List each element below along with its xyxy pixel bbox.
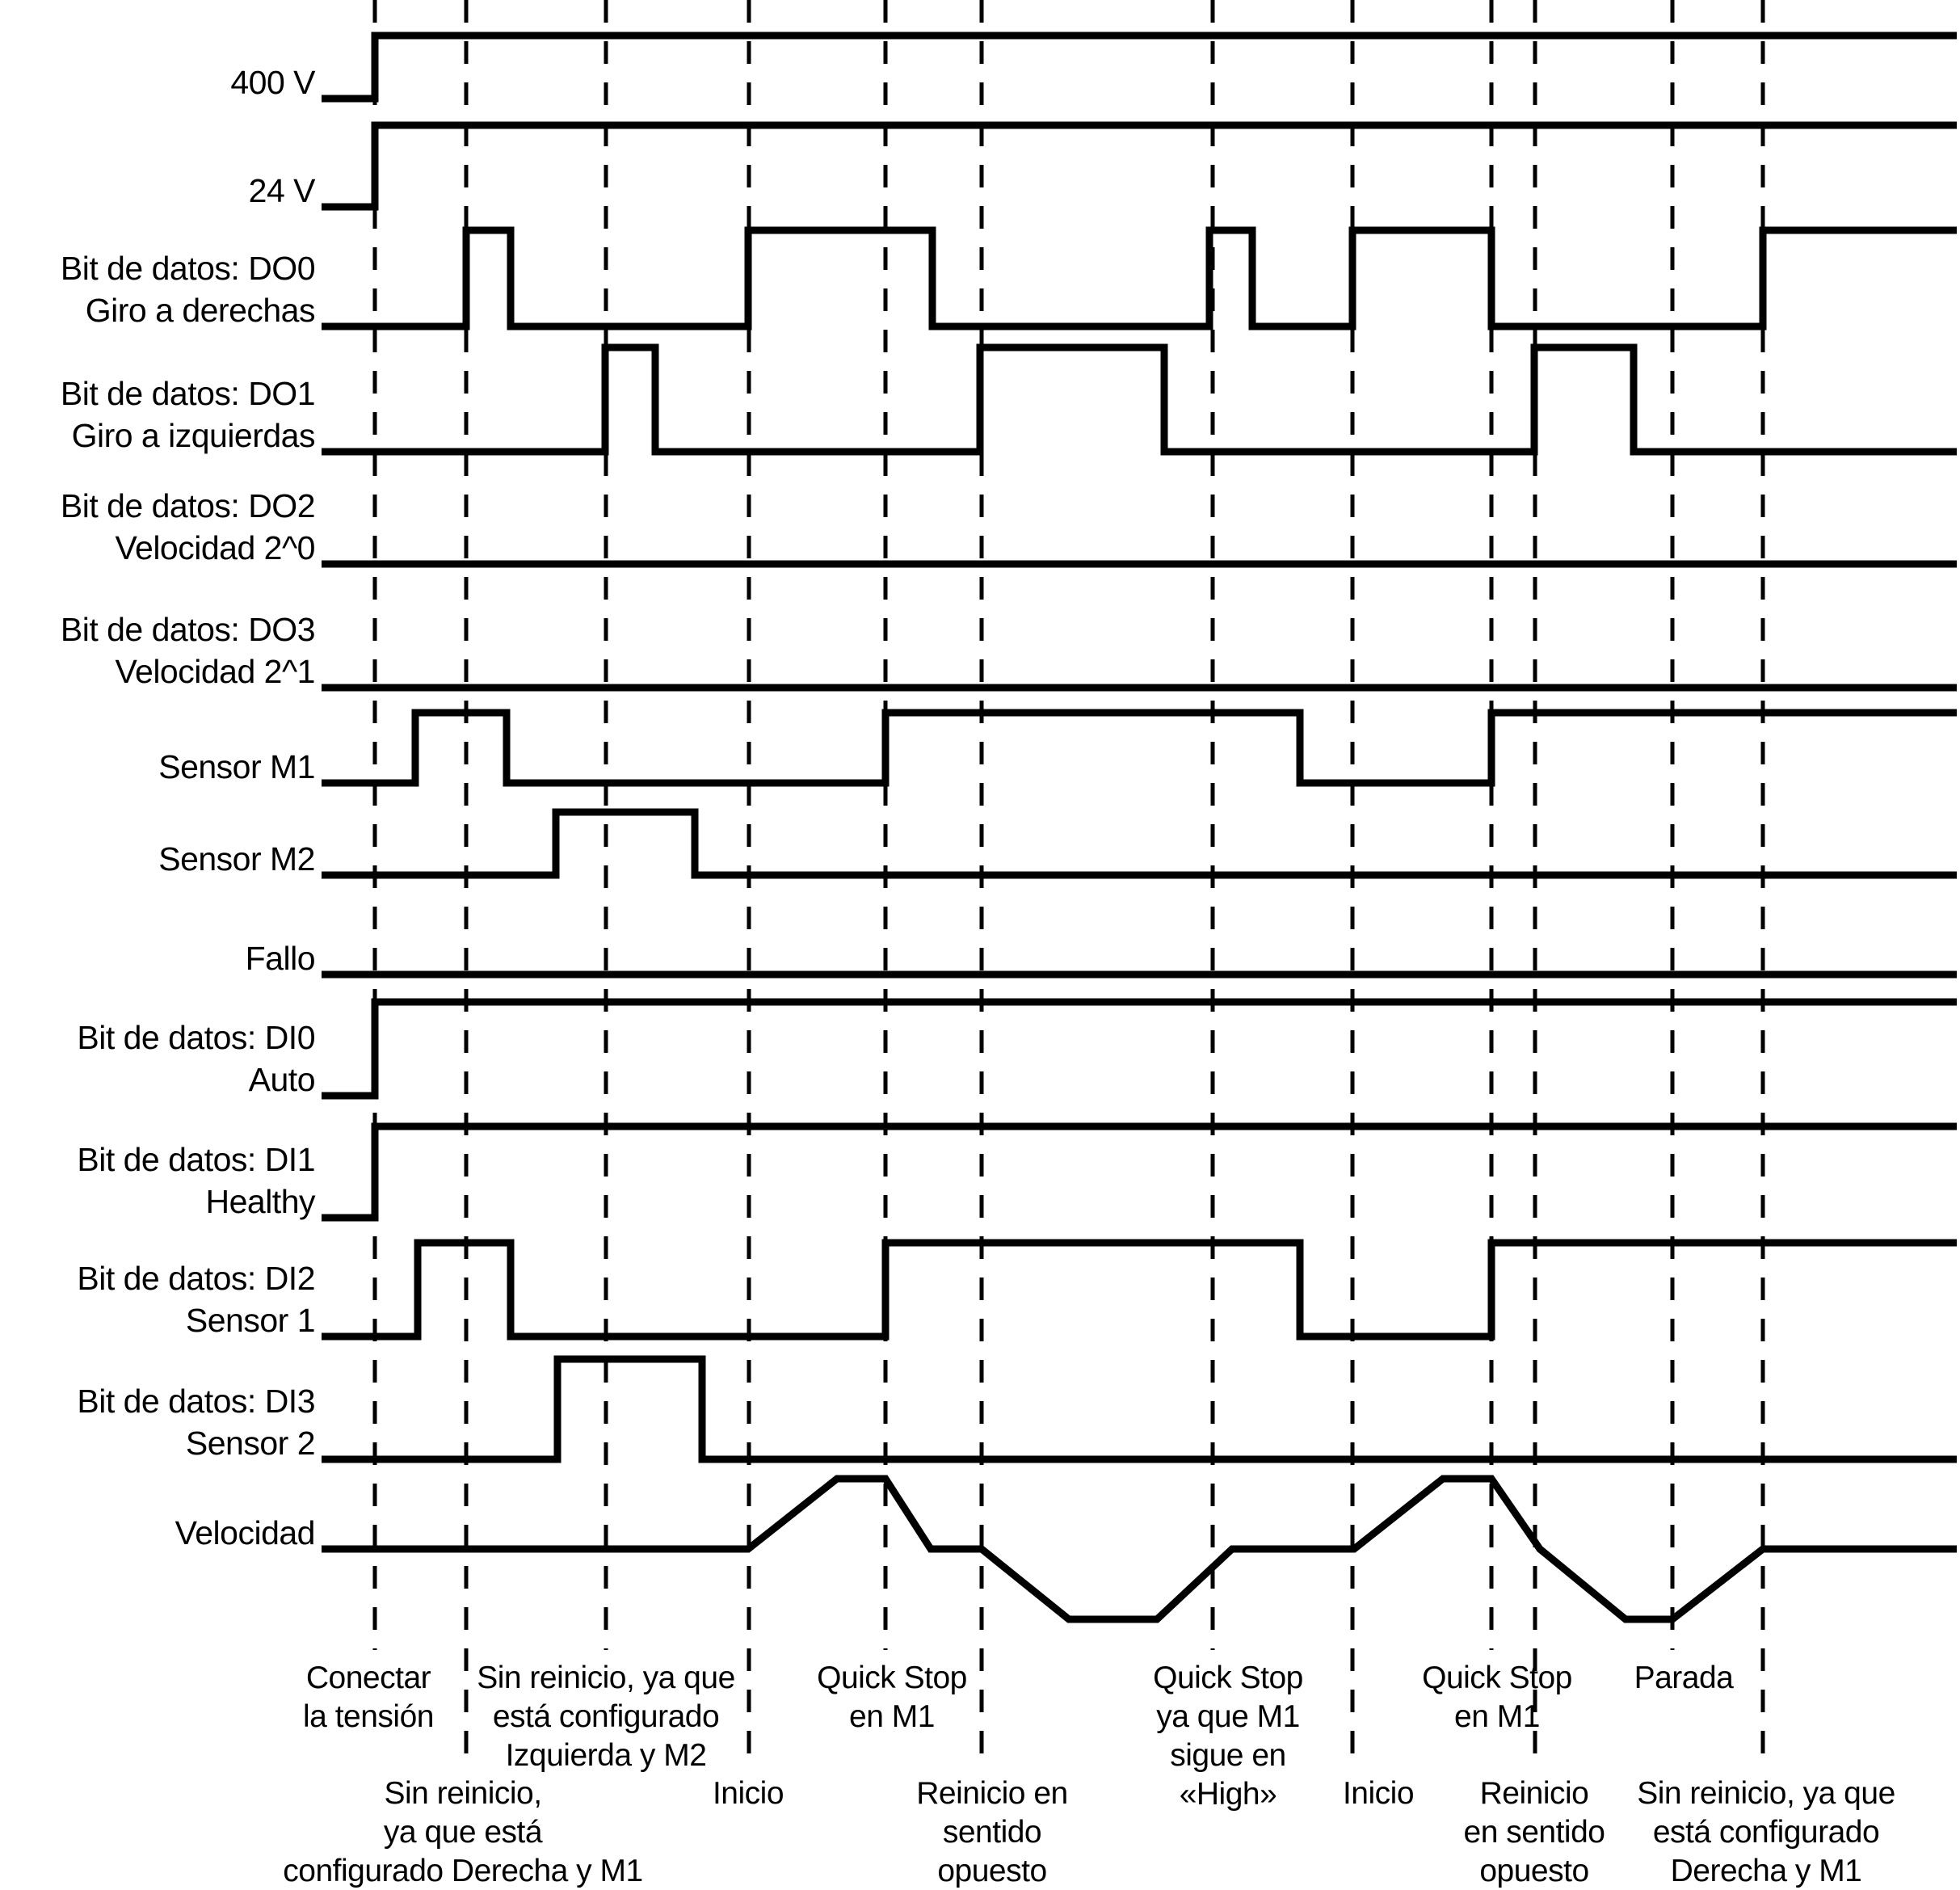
signal-label-m1 [0,746,315,788]
signal-label-do1 [0,373,315,457]
signal-label-line: 400 V [230,64,315,101]
signal-label-line: Bit de datos: DO2 [60,487,315,524]
annotation-line: la tensión [303,1699,434,1734]
signal-di3-waveform [322,1359,1957,1459]
signal-label-line: Sensor 2 [185,1425,315,1462]
signal-label-line: Velocidad [175,1514,315,1551]
signal-label-400v [0,61,315,103]
annotation-line: Sin reinicio, ya que [477,1661,735,1695]
signal-label-line: Bit de datos: DI0 [77,1019,315,1056]
annotation-line: configurado Derecha y M1 [283,1854,643,1888]
annotation-row2-note [1540,1774,1960,1890]
signal-label-line: Sensor M2 [158,840,315,878]
annotation-line: sigue en [1170,1738,1286,1773]
annotation-line: Quick Stop [1153,1661,1303,1695]
annotation-line: «High» [1179,1777,1277,1812]
annotation-line: Derecha y M1 [1670,1854,1862,1888]
annotation-line: Quick Stop [1422,1661,1572,1695]
annotation-line: Inicio [1342,1776,1415,1811]
annotation-line: opuesto [937,1854,1047,1888]
annotation-row1-note [1457,1659,1910,1698]
signal-m2-waveform [322,812,1957,875]
signal-di1-waveform [322,1126,1957,1218]
annotation-line: en M1 [849,1699,935,1734]
signal-label-fallo [0,937,315,979]
annotation-line: Quick Stop [817,1661,967,1695]
signal-do1-waveform [322,347,1957,452]
signal-label-line: Giro a izquierdas [71,417,315,454]
annotation-line: Conectar [305,1661,431,1695]
annotation-line: en M1 [1454,1699,1540,1734]
signal-label-line: Sensor M1 [158,748,315,785]
annotation-line: en sentido [1463,1815,1605,1850]
signal-label-do0 [0,247,315,331]
annotation-row2-note [766,1774,1218,1890]
signal-label-line: Bit de datos: DO1 [60,375,315,412]
signal-24v-waveform [322,125,1957,207]
event-dashed-lines-group [375,0,1763,1772]
signal-label-line: Bit de datos: DI3 [77,1383,315,1420]
signal-label-line: Healthy [205,1183,315,1220]
signal-label-do3 [0,608,315,692]
signal-label-line: Sensor 1 [185,1302,315,1339]
annotation-line: está configurado [492,1699,720,1734]
signal-label-24v [0,170,315,212]
annotation-line: Inicio [712,1776,784,1811]
signal-label-line: Bit de datos: DI1 [77,1141,315,1178]
signal-label-m2 [0,838,315,880]
signal-label-line: Bit de datos: DO0 [60,250,315,287]
signal-label-line: Bit de datos: DI2 [77,1260,315,1297]
annotation-line: Sin reinicio, [384,1776,542,1811]
annotation-line: Reinicio en [916,1776,1068,1811]
signal-400v-waveform [322,36,1957,99]
signal-label-line: 24 V [248,172,315,209]
signal-label-di0 [0,1017,315,1101]
signal-label-di2 [0,1257,315,1341]
signal-label-di3 [0,1380,315,1464]
signal-label-di1 [0,1139,315,1223]
annotation-line: está configurado [1652,1815,1880,1850]
signal-label-line: Fallo [245,940,315,977]
signal-label-line: Velocidad 2^1 [115,653,315,690]
signal-m1-waveform [322,713,1957,783]
annotation-line: opuesto [1479,1854,1589,1888]
annotation-line: Parada [1634,1661,1734,1695]
signal-velocidad-waveform [322,1479,1957,1619]
signal-label-line: Giro a derechas [85,292,315,329]
annotation-line: Izquierda y M2 [505,1738,707,1773]
signal-label-line: Velocidad 2^0 [115,529,315,566]
signal-waveforms-group [322,36,1957,1619]
annotation-line: Sin reinicio, ya que [1637,1776,1895,1811]
annotation-line: Reinicio [1479,1776,1589,1811]
signal-label-velocidad [0,1512,315,1554]
signal-do0-waveform [322,230,1957,326]
signal-di0-waveform [322,1002,1957,1096]
signal-label-line: Bit de datos: DO3 [60,611,315,648]
annotation-line: ya que M1 [1156,1699,1300,1734]
annotation-line: ya que está [383,1815,543,1850]
annotation-line: sentido [942,1815,1042,1850]
signal-label-do2 [0,485,315,569]
signal-di2-waveform [322,1243,1957,1336]
signal-label-line: Auto [248,1061,315,1098]
